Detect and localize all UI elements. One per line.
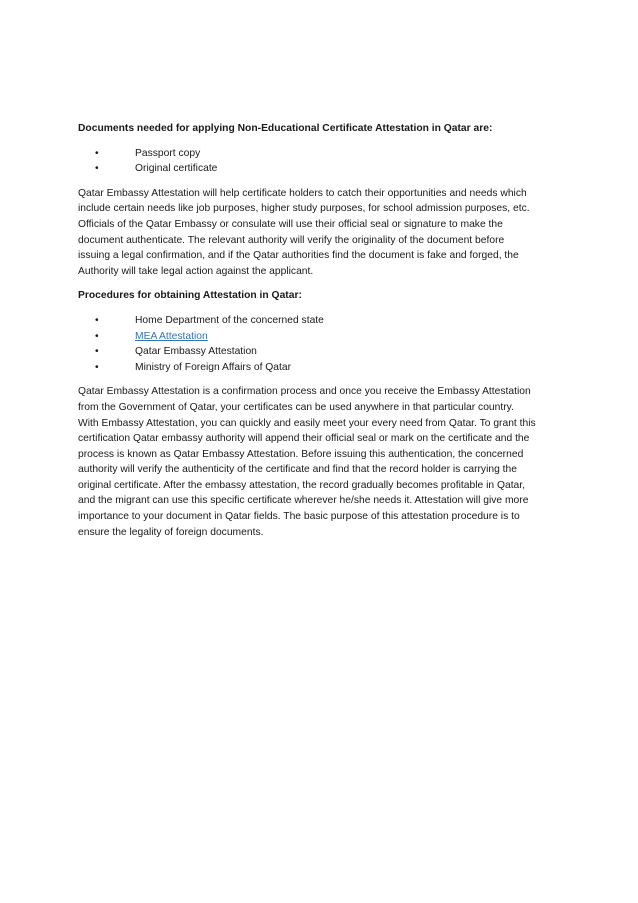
- paragraph-line: original certificate. After the embassy attestation, the record gradually becomes profitable in Qatar,: [78, 479, 526, 491]
- paragraph-intro: [78, 186, 563, 280]
- list-item-text: Passport copy: [135, 147, 201, 159]
- bullet-icon: •: [95, 163, 99, 175]
- procedures-list: [78, 313, 563, 375]
- list-item: [78, 329, 563, 345]
- paragraph-line: Qatar Embassy Attestation will help certificate holders to catch their opportunities and needs which: [78, 187, 527, 199]
- heading-procedures: Procedures for obtaining Attestation in Qatar:: [78, 290, 302, 302]
- paragraph-line: document authenticate. The relevant authority will verify the originality of the document before: [78, 234, 505, 246]
- paragraph-line: include certain needs like job purposes, higher study purposes, for school admission purposes, etc.: [78, 203, 530, 215]
- paragraph-line: With Embassy Attestation, you can quickly and easily meet your every need from Qatar. To grant this: [78, 417, 536, 429]
- paragraph-line: process is known as Qatar Embassy Attestation. Before issuing this authentication, the concerned: [78, 448, 524, 460]
- document-body: [78, 121, 563, 549]
- list-item: [78, 344, 563, 360]
- list-item-text: Original certificate: [135, 163, 218, 175]
- paragraph-line: from the Government of Qatar, your certificates can be used anywhere in that particular country.: [78, 401, 514, 413]
- bullet-icon: •: [95, 346, 99, 358]
- list-item: [78, 161, 563, 177]
- list-item: [78, 313, 563, 329]
- bullet-icon: •: [95, 147, 99, 159]
- paragraph-line: importance to your document in Qatar fields. The basic purpose of this attestation procedure is to: [78, 511, 520, 523]
- list-item: [78, 360, 563, 376]
- paragraph-line: certification Qatar embassy authority will append their official seal or mark on the certificate and the: [78, 433, 530, 445]
- bullet-icon: •: [95, 314, 99, 326]
- paragraph-line: Authority will take legal action against the applicant.: [78, 265, 314, 277]
- paragraph-line: issuing a legal confirmation, and if the Qatar authorities find the document is fake and forged, the: [78, 250, 519, 262]
- list-item-text: Ministry of Foreign Affairs of Qatar: [135, 361, 292, 373]
- paragraph-line: and the migrant can use this specific certificate wherever he/she needs it. Attestation will give more: [78, 495, 529, 507]
- paragraph-details: [78, 384, 563, 540]
- mea-attestation-link[interactable]: MEA Attestation: [135, 330, 208, 342]
- bullet-icon: •: [95, 361, 99, 373]
- paragraph-line: authority will verify the authenticity of the certificate and find that the record holder is carrying the: [78, 464, 517, 476]
- paragraph-line: Officials of the Qatar Embassy or consulate will use their official seal or signature to make the: [78, 218, 503, 230]
- documents-list: [78, 146, 563, 177]
- list-item-text: Home Department of the concerned state: [135, 314, 324, 326]
- list-item: [78, 146, 563, 162]
- bullet-icon: •: [95, 330, 99, 342]
- paragraph-line: Qatar Embassy Attestation is a confirmation process and once you receive the Embassy Attestation: [78, 386, 531, 398]
- heading-documents-needed: Documents needed for applying Non-Educational Certificate Attestation in Qatar are:: [78, 123, 493, 134]
- list-item-text: Qatar Embassy Attestation: [135, 346, 257, 358]
- paragraph-line: ensure the legality of foreign documents.: [78, 526, 264, 538]
